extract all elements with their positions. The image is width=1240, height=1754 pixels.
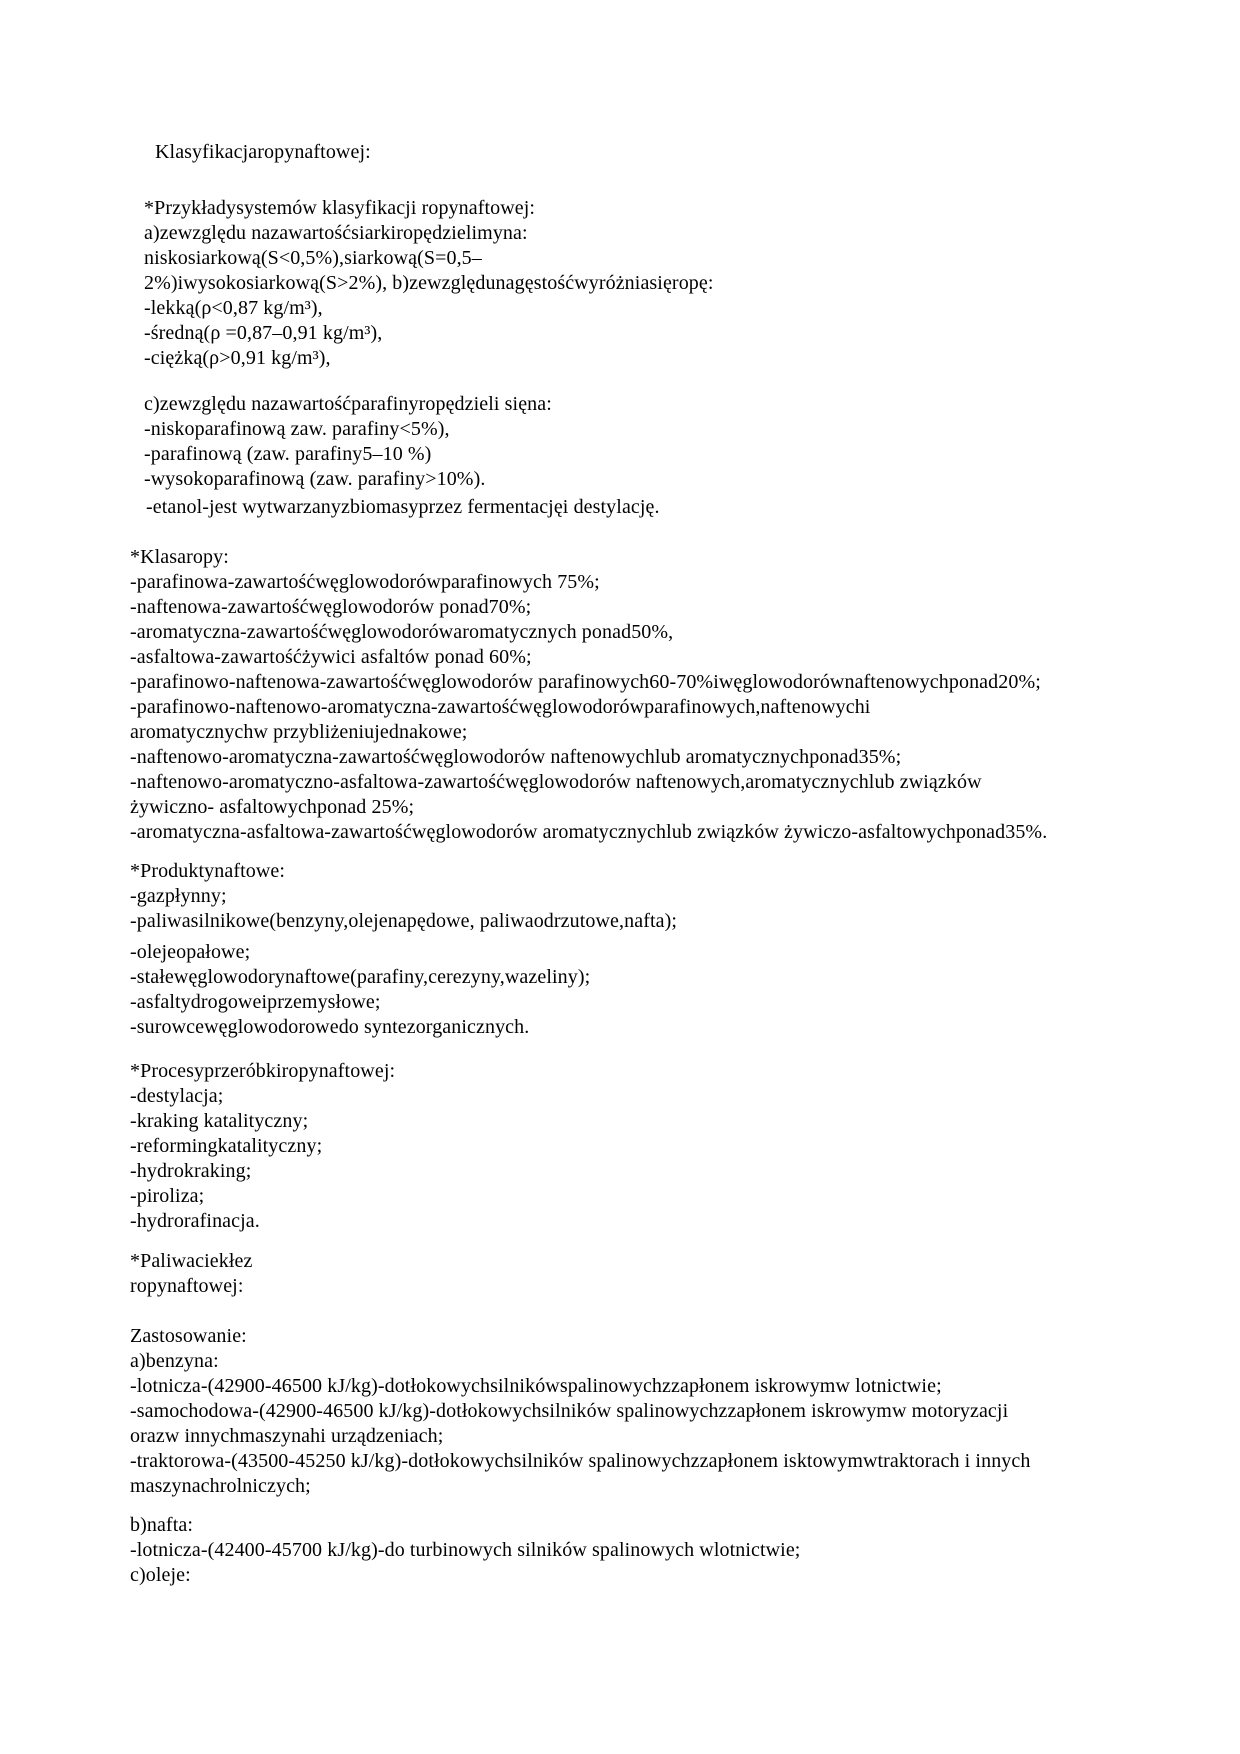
doc-line: maszynachrolniczych; (130, 1475, 311, 1497)
doc-line: -niskoparafinową zaw. parafiny<5%), (144, 418, 450, 440)
doc-line: -gazpłynny; (130, 885, 227, 907)
doc-line: -stałewęglowodorynaftowe(parafiny,cerezyny,wazeliny); (130, 966, 591, 988)
section-oil-products (130, 859, 1220, 1040)
doc-line: *Paliwaciekłez (130, 1250, 253, 1272)
doc-line: -samochodowa-(42900-46500 kJ/kg)-dotłokowychsilników spalinowychzzapłonem iskrowymw motoryzacji (130, 1400, 1009, 1422)
doc-line: -parafinową (zaw. parafiny5–10 %) (144, 443, 432, 465)
doc-line: -traktorowa-(43500-45250 kJ/kg)-dotłokowychsilników spalinowychzzapłonem isktowymwtraktorach i innych (130, 1450, 1031, 1472)
doc-line: -naftenowo-aromatyczna-zawartośćwęglowodorów naftenowychlub aromatycznychponad35%; (130, 746, 902, 768)
doc-line: -naftenowo-aromatyczno-asfaltowa-zawartośćwęglowodorów naftenowych,aromatycznychlub związków (130, 771, 982, 793)
doc-line: -paliwasilnikowe(benzyny,olejenapędowe, paliwaodrzutowe,nafta); (130, 910, 678, 932)
doc-line: ropynaftowej: (130, 1275, 244, 1297)
doc-line: c)oleje: (130, 1564, 191, 1586)
doc-line: żywiczno- asfaltowychponad 25%; (130, 796, 415, 818)
doc-line: *Procesyprzeróbkiropynaftowej: (130, 1060, 396, 1082)
ethanol-note: -etanol-jest wytwarzanyzbiomasyprzez fermentacjęi destylację. (146, 496, 660, 518)
doc-line: -lekką(ρ<0,87 kg/m³), (144, 297, 323, 319)
doc-line: -piroliza; (130, 1185, 205, 1207)
doc-line: -lotnicza-(42400-45700 kJ/kg)-do turbinowych silników spalinowych wlotnictwie; (130, 1539, 801, 1561)
doc-line: -asfaltowa-zawartośćżywici asfaltów ponad 60%; (130, 646, 532, 668)
doc-line: -naftenowa-zawartośćwęglowodorów ponad70%; (130, 596, 532, 618)
doc-line: -średną(ρ =0,87–0,91 kg/m³), (144, 322, 383, 344)
section-paraffin-classification (144, 392, 1220, 492)
doc-line: orazw innychmaszynahi urządzeniach; (130, 1425, 444, 1447)
doc-line: -destylacja; (130, 1085, 224, 1107)
doc-line: niskosiarkową(S<0,5%),siarkową(S=0,5– (144, 247, 482, 269)
section-refining-processes (130, 1059, 1220, 1234)
doc-line: Zastosowanie: (130, 1325, 247, 1347)
doc-line: -aromatyczna-zawartośćwęglowodorówaromatycznych ponad50%, (130, 621, 674, 643)
section-classification-examples (144, 196, 1220, 371)
doc-line: -hydrorafinacja. (130, 1210, 260, 1232)
doc-line: -parafinowo-naftenowo-aromatyczna-zawartośćwęglowodorówparafinowych,naftenowychi (130, 696, 871, 718)
doc-line: -ciężką(ρ>0,91 kg/m³), (144, 347, 331, 369)
section-liquid-fuels (130, 1249, 1220, 1299)
doc-line: -lotnicza-(42900-46500 kJ/kg)-dotłokowychsilnikówspalinowychzzapłonem iskrowymw lotnictwie; (130, 1375, 942, 1397)
doc-line: -wysokoparafinową (zaw. parafiny>10%). (144, 468, 486, 490)
doc-line: a)zewzględu nazawartośćsiarkiropędzielimyna: (144, 222, 528, 244)
doc-line: -kraking katalityczny; (130, 1110, 309, 1132)
doc-line: aromatycznychw przybliżeniujednakowe; (130, 721, 468, 743)
section-applications (130, 1324, 1220, 1499)
doc-line: -parafinowa-zawartośćwęglowodorówparafinowych 75%; (130, 571, 600, 593)
doc-line: -hydrokraking; (130, 1160, 252, 1182)
doc-line: a)benzyna: (130, 1350, 219, 1372)
doc-line: b)nafta: (130, 1514, 193, 1536)
page-title: Klasyfikacjaropynaftowej: (155, 141, 371, 163)
section-kerosene-oils (130, 1513, 1220, 1588)
doc-line: c)zewzględu nazawartośćparafinyropędzieli sięna: (144, 393, 552, 415)
doc-line: -surowcewęglowodorowedo syntezorganicznych. (130, 1016, 530, 1038)
doc-line: 2%)iwysokosiarkową(S>2%), b)zewzględunagęstośćwyróżniasięropę: (144, 272, 714, 294)
doc-line: -reformingkatalityczny; (130, 1135, 323, 1157)
doc-line: -asfaltydrogoweiprzemysłowe; (130, 991, 381, 1013)
doc-line: *Przykładysystemów klasyfikacji ropynaftowej: (144, 197, 536, 219)
doc-line: -aromatyczna-asfaltowa-zawartośćwęglowodorów aromatycznychlub związków żywiczo-asfaltowychponad35%. (130, 821, 1048, 843)
doc-line: *Klasaropy: (130, 546, 229, 568)
doc-line: -parafinowo-naftenowa-zawartośćwęglowodorów parafinowych60-70%iwęglowodorównaftenowychponad20%; (130, 671, 1041, 693)
doc-line: -olejeopałowe; (130, 941, 251, 963)
doc-line: *Produktynaftowe: (130, 860, 286, 882)
section-oil-classes (130, 545, 1220, 845)
